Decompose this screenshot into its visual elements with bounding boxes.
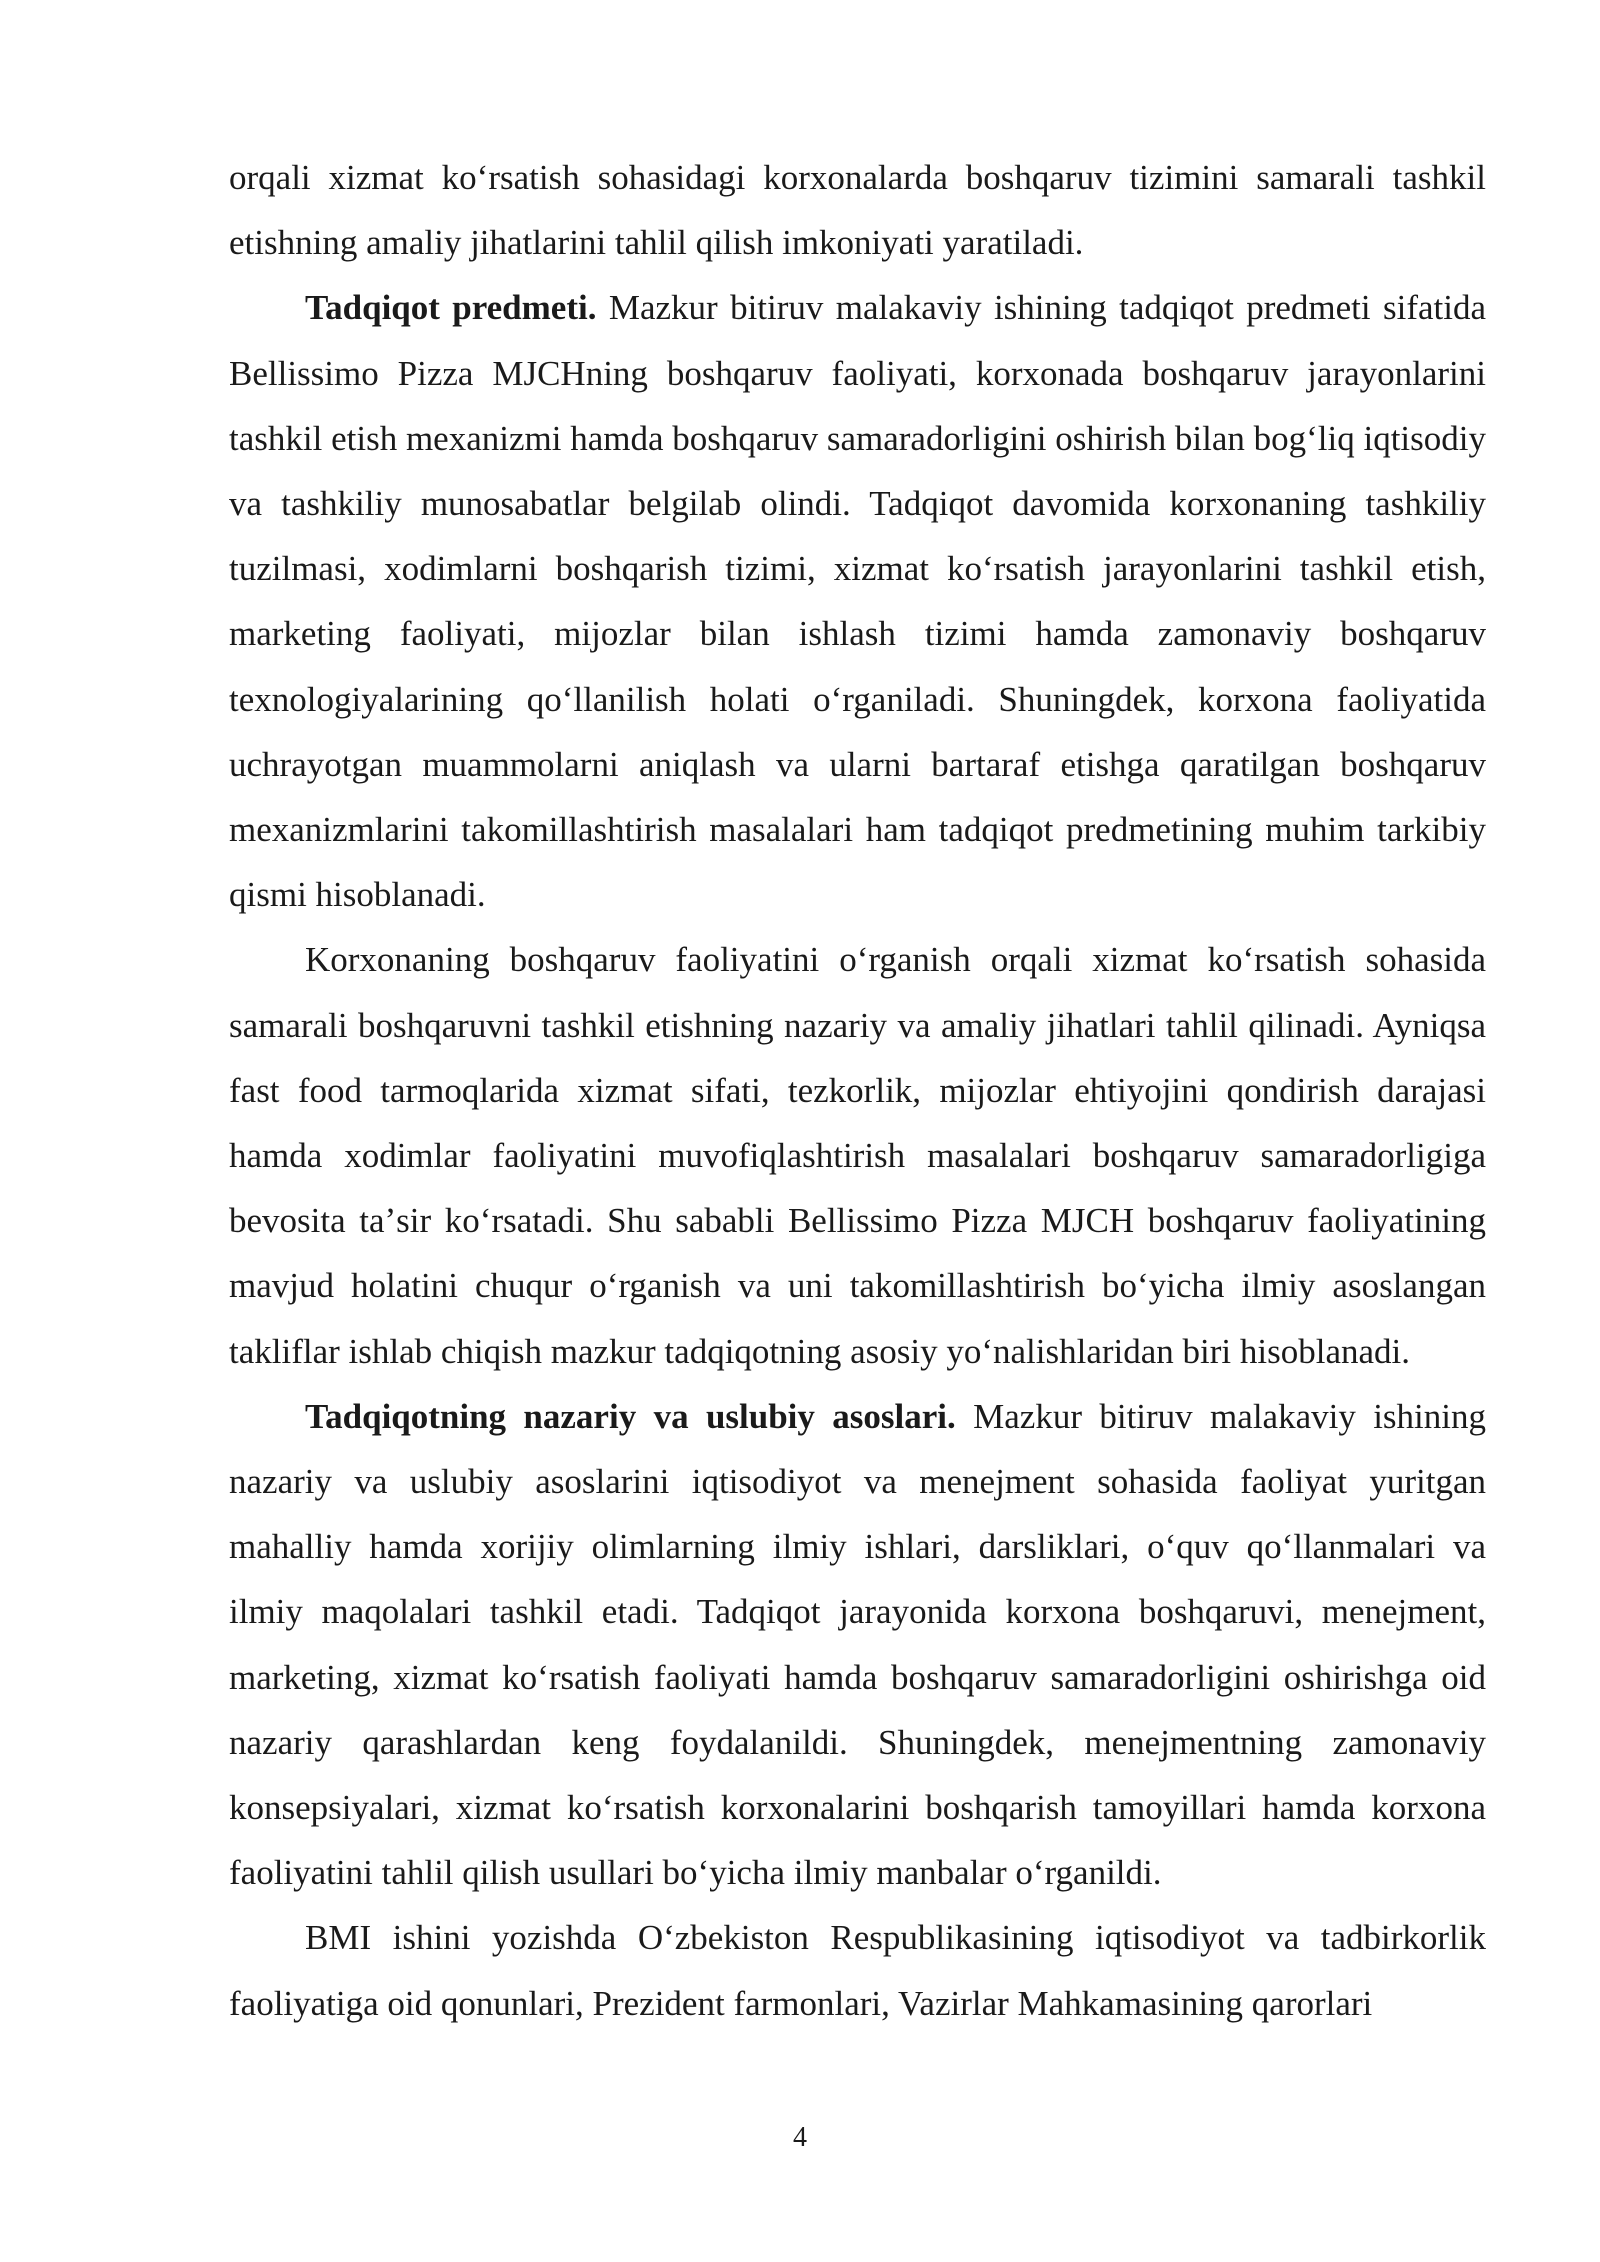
paragraph-heading: Tadqiqot predmeti. [305,288,597,328]
paragraph-text: Mazkur bitiruv malakaviy ishining tadqiqot predmeti sifatida Bellissimo Pizza MJCHning boshqaruv faoliyati, korxonada boshqaruv jarayonlarini tashkil etish mexanizmi hamda boshqaruv samaradorligini oshirish bilan bogʻliq iqtisodiy va tashkiliy munosabatlar belgilab olindi. Tadqiqot davomida korxonaning tashkiliy tuzilmasi, xodimlarni boshqarish tizimi, xizmat koʻrsatish jarayonlarini tashkil etish, marketing faoliyati, mijozlar bilan ishlash tizimi hamda zamonaviy boshqaruv texnologiyalarining qoʻllanilish holati oʻrganiladi. Shuningdek, korxona faoliyatida uchrayotgan muammolarni aniqlash va ularni bartaraf etishga qaratilgan boshqaruv mexanizmlarini takomillashtirish masalalari ham tadqiqot predmetining muhim tarkibiy qismi hisoblanadi. [229,288,1486,915]
paragraph-text: Korxonaning boshqaruv faoliyatini oʻrganish orqali xizmat koʻrsatish sohasida samarali boshqaruvni tashkil etishning nazariy va amaliy jihatlari tahlil qilinadi. Ayniqsa fast food tarmoqlarida xizmat sifati, tezkorlik, mijozlar ehtiyojini qondirish darajasi hamda xodimlar faoliyatini muvofiqlashtirish masalalari boshqaruv samaradorligiga bevosita taʼsir koʻrsatadi. Shu sababli Bellissimo Pizza MJCH boshqaruv faoliyatining mavjud holatini chuqur oʻrganish va uni takomillashtirish boʻyicha ilmiy asoslangan takliflar ishlab chiqish mazkur tadqiqotning asosiy yoʻnalishlaridan biri hisoblanadi. [229,940,1486,1371]
paragraph-text: BMI ishini yozishda Oʻzbekiston Respublikasining iqtisodiyot va tadbirkorlik faoliyatiga oid qonunlari, Prezident farmonlari, Vazirlar Mahkamasining qarorlari [229,1918,1486,2023]
paragraph-text: Mazkur bitiruv malakaviy ishining nazariy va uslubiy asoslarini iqtisodiyot va menejment sohasida faoliyat yuritgan mahalliy hamda xorijiy olimlarning ilmiy ishlari, darsliklari, oʻquv qoʻllanmalari va ilmiy maqolalari tashkil etadi. Tadqiqot jarayonida korxona boshqaruvi, menejment, marketing, xizmat koʻrsatish faoliyati hamda boshqaruv samaradorligini oshirishga oid nazariy qarashlardan keng foydalanildi. Shuningdek, menejmentning zamonaviy konsepsiyalari, xizmat koʻrsatish korxonalarini boshqarish tamoyillari hamda korxona faoliyatini tahlil qilish usullari boʻyicha ilmiy manbalar oʻrganildi. [229,1396,1486,1893]
paragraph-theoretical-basis [229,1384,1486,1906]
paragraph-management-analysis [229,927,1486,1383]
paragraph-continuation [229,145,1486,275]
paragraph-legal-basis [229,1905,1486,2035]
body-text [229,145,1486,2036]
page-number: 4 [793,2122,807,2153]
paragraph-research-subject [229,275,1486,927]
paragraph-text: orqali xizmat koʻrsatish sohasidagi korxonalarda boshqaruv tizimini samarali tashkil etishning amaliy jihatlarini tahlil qilish imkoniyati yaratiladi. [229,158,1486,263]
paragraph-heading: Tadqiqotning nazariy va uslubiy asoslari. [305,1396,956,1436]
